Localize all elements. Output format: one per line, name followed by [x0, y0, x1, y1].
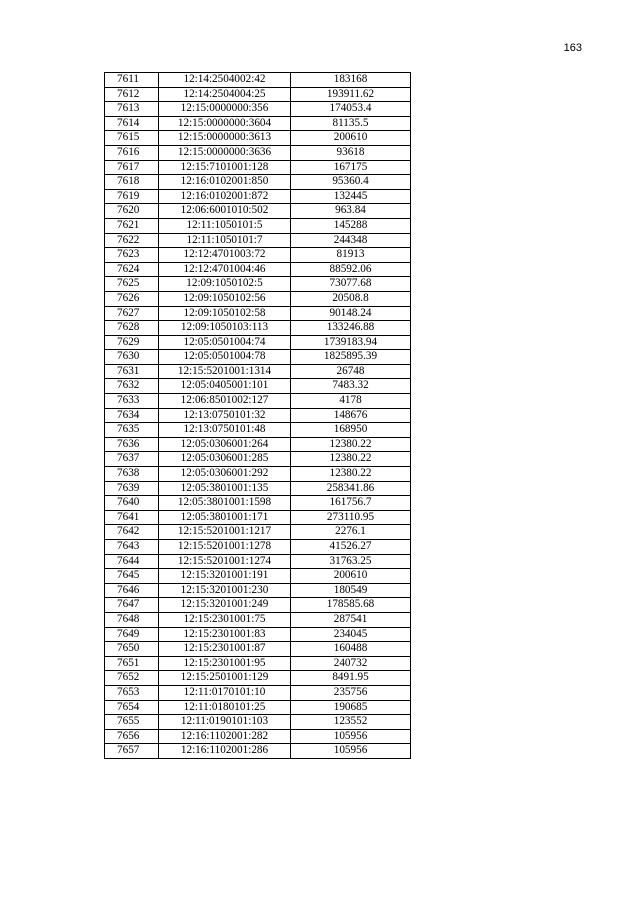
cell-row-number: 7652 — [105, 671, 159, 686]
cell-row-number: 7628 — [105, 321, 159, 336]
table-row — [105, 569, 411, 584]
cell-value: 8491.95 — [291, 671, 411, 686]
cell-row-number: 7614 — [105, 116, 159, 131]
cell-cadastral-number: 12:11:1050101:5 — [159, 218, 291, 233]
data-table — [104, 72, 411, 759]
cell-value: 123552 — [291, 715, 411, 730]
cell-cadastral-number: 12:05:3801001:1598 — [159, 496, 291, 511]
cell-row-number: 7657 — [105, 744, 159, 759]
cell-row-number: 7644 — [105, 554, 159, 569]
cell-value: 41526.27 — [291, 540, 411, 555]
cell-value: 12380.22 — [291, 467, 411, 482]
cell-row-number: 7637 — [105, 452, 159, 467]
cell-cadastral-number: 12:16:0102001:872 — [159, 189, 291, 204]
table-row — [105, 321, 411, 336]
table-row — [105, 102, 411, 117]
table-row — [105, 496, 411, 511]
cell-value: 81135.5 — [291, 116, 411, 131]
table-row — [105, 554, 411, 569]
table-row — [105, 233, 411, 248]
cell-value: 93618 — [291, 145, 411, 160]
table-row — [105, 145, 411, 160]
table-row — [105, 612, 411, 627]
cell-cadastral-number: 12:11:0170101:10 — [159, 685, 291, 700]
cell-cadastral-number: 12:15:7101001:128 — [159, 160, 291, 175]
cell-value: 12380.22 — [291, 437, 411, 452]
table-row — [105, 437, 411, 452]
cell-value: 234045 — [291, 627, 411, 642]
cell-cadastral-number: 12:11:0190101:103 — [159, 715, 291, 730]
table-row — [105, 306, 411, 321]
cell-row-number: 7615 — [105, 131, 159, 146]
cell-cadastral-number: 12:11:1050101:7 — [159, 233, 291, 248]
table-row — [105, 598, 411, 613]
cell-row-number: 7616 — [105, 145, 159, 160]
table-row — [105, 452, 411, 467]
cell-row-number: 7626 — [105, 291, 159, 306]
cell-cadastral-number: 12:15:2301001:87 — [159, 642, 291, 657]
cell-cadastral-number: 12:15:0000000:356 — [159, 102, 291, 117]
table-row — [105, 189, 411, 204]
cell-value: 105956 — [291, 729, 411, 744]
cell-value: 7483.32 — [291, 379, 411, 394]
cell-cadastral-number: 12:06:6001010:502 — [159, 204, 291, 219]
page-number: 163 — [563, 42, 582, 54]
cell-cadastral-number: 12:13:0750101:48 — [159, 423, 291, 438]
table-row — [105, 467, 411, 482]
cell-cadastral-number: 12:14:2504002:42 — [159, 73, 291, 88]
cell-row-number: 7622 — [105, 233, 159, 248]
cell-value: 90148.24 — [291, 306, 411, 321]
table-row — [105, 87, 411, 102]
table-row — [105, 540, 411, 555]
table-row — [105, 525, 411, 540]
table-row — [105, 291, 411, 306]
cell-row-number: 7647 — [105, 598, 159, 613]
cell-value: 95360.4 — [291, 175, 411, 190]
cell-row-number: 7617 — [105, 160, 159, 175]
cell-value: 81913 — [291, 248, 411, 263]
cell-cadastral-number: 12:09:1050102:56 — [159, 291, 291, 306]
cell-value: 963.84 — [291, 204, 411, 219]
cell-cadastral-number: 12:15:2501001:129 — [159, 671, 291, 686]
cell-value: 105956 — [291, 744, 411, 759]
table-row — [105, 685, 411, 700]
cell-value: 12380.22 — [291, 452, 411, 467]
cell-row-number: 7629 — [105, 335, 159, 350]
cell-value: 26748 — [291, 364, 411, 379]
table-row — [105, 715, 411, 730]
cell-cadastral-number: 12:05:3801001:171 — [159, 510, 291, 525]
table-row — [105, 248, 411, 263]
cell-value: 178585.68 — [291, 598, 411, 613]
cell-value: 167175 — [291, 160, 411, 175]
table-row — [105, 175, 411, 190]
table-row — [105, 481, 411, 496]
cell-cadastral-number: 12:09:1050102:5 — [159, 277, 291, 292]
cell-cadastral-number: 12:12:4701004:46 — [159, 262, 291, 277]
cell-cadastral-number: 12:05:0405001:101 — [159, 379, 291, 394]
cell-row-number: 7627 — [105, 306, 159, 321]
table-row — [105, 364, 411, 379]
cell-row-number: 7630 — [105, 350, 159, 365]
cell-value: 148676 — [291, 408, 411, 423]
cell-cadastral-number: 12:09:1050102:58 — [159, 306, 291, 321]
cell-cadastral-number: 12:15:3201001:230 — [159, 583, 291, 598]
cell-cadastral-number: 12:12:4701003:72 — [159, 248, 291, 263]
table-row — [105, 627, 411, 642]
cell-cadastral-number: 12:14:2504004:25 — [159, 87, 291, 102]
cell-value: 20508.8 — [291, 291, 411, 306]
cell-row-number: 7650 — [105, 642, 159, 657]
cell-value: 161756.7 — [291, 496, 411, 511]
cell-row-number: 7634 — [105, 408, 159, 423]
cell-row-number: 7639 — [105, 481, 159, 496]
cell-value: 73077.68 — [291, 277, 411, 292]
cell-row-number: 7656 — [105, 729, 159, 744]
cell-row-number: 7631 — [105, 364, 159, 379]
cell-cadastral-number: 12:15:0000000:3613 — [159, 131, 291, 146]
cell-cadastral-number: 12:15:2301001:95 — [159, 656, 291, 671]
cell-value: 145288 — [291, 218, 411, 233]
cell-row-number: 7649 — [105, 627, 159, 642]
cell-value: 200610 — [291, 569, 411, 584]
table-row — [105, 700, 411, 715]
table-row — [105, 408, 411, 423]
cell-value: 193911.62 — [291, 87, 411, 102]
cell-row-number: 7625 — [105, 277, 159, 292]
cell-value: 88592.06 — [291, 262, 411, 277]
cell-cadastral-number: 12:15:3201001:191 — [159, 569, 291, 584]
cell-row-number: 7638 — [105, 467, 159, 482]
table-row — [105, 262, 411, 277]
table-row — [105, 656, 411, 671]
cell-row-number: 7633 — [105, 394, 159, 409]
cell-row-number: 7643 — [105, 540, 159, 555]
cell-value: 1739183.94 — [291, 335, 411, 350]
cell-cadastral-number: 12:05:0501004:78 — [159, 350, 291, 365]
cell-cadastral-number: 12:15:5201001:1217 — [159, 525, 291, 540]
cell-row-number: 7641 — [105, 510, 159, 525]
cell-row-number: 7621 — [105, 218, 159, 233]
cell-row-number: 7642 — [105, 525, 159, 540]
table-row — [105, 131, 411, 146]
cell-value: 287541 — [291, 612, 411, 627]
cell-cadastral-number: 12:16:1102001:282 — [159, 729, 291, 744]
cell-cadastral-number: 12:16:1102001:286 — [159, 744, 291, 759]
table-row — [105, 671, 411, 686]
cell-row-number: 7624 — [105, 262, 159, 277]
cell-row-number: 7618 — [105, 175, 159, 190]
cell-value: 258341.86 — [291, 481, 411, 496]
cell-value: 190685 — [291, 700, 411, 715]
cell-value: 183168 — [291, 73, 411, 88]
cell-row-number: 7620 — [105, 204, 159, 219]
table-row — [105, 379, 411, 394]
cell-cadastral-number: 12:15:5201001:1274 — [159, 554, 291, 569]
cell-value: 160488 — [291, 642, 411, 657]
cell-value: 133246.88 — [291, 321, 411, 336]
cell-cadastral-number: 12:15:2301001:75 — [159, 612, 291, 627]
table-row — [105, 350, 411, 365]
cell-value: 168950 — [291, 423, 411, 438]
table-row — [105, 335, 411, 350]
cell-value: 240732 — [291, 656, 411, 671]
table-row — [105, 394, 411, 409]
table-row — [105, 729, 411, 744]
table-row — [105, 116, 411, 131]
cell-row-number: 7636 — [105, 437, 159, 452]
cell-row-number: 7619 — [105, 189, 159, 204]
cell-cadastral-number: 12:05:0306001:292 — [159, 467, 291, 482]
cell-row-number: 7611 — [105, 73, 159, 88]
cell-cadastral-number: 12:05:0306001:264 — [159, 437, 291, 452]
cell-row-number: 7646 — [105, 583, 159, 598]
cell-cadastral-number: 12:15:0000000:3604 — [159, 116, 291, 131]
cell-row-number: 7648 — [105, 612, 159, 627]
cell-row-number: 7655 — [105, 715, 159, 730]
cell-cadastral-number: 12:15:0000000:3636 — [159, 145, 291, 160]
table-row — [105, 160, 411, 175]
cell-cadastral-number: 12:09:1050103:113 — [159, 321, 291, 336]
cell-row-number: 7623 — [105, 248, 159, 263]
cell-cadastral-number: 12:05:0306001:285 — [159, 452, 291, 467]
cell-value: 4178 — [291, 394, 411, 409]
cell-row-number: 7613 — [105, 102, 159, 117]
cell-row-number: 7632 — [105, 379, 159, 394]
cell-row-number: 7635 — [105, 423, 159, 438]
cell-value: 1825895.39 — [291, 350, 411, 365]
cell-value: 2276.1 — [291, 525, 411, 540]
cell-row-number: 7612 — [105, 87, 159, 102]
cell-value: 31763.25 — [291, 554, 411, 569]
cell-value: 273110.95 — [291, 510, 411, 525]
table-row — [105, 73, 411, 88]
table-row — [105, 744, 411, 759]
cell-value: 132445 — [291, 189, 411, 204]
cell-cadastral-number: 12:15:5201001:1314 — [159, 364, 291, 379]
table-row — [105, 423, 411, 438]
cell-cadastral-number: 12:15:5201001:1278 — [159, 540, 291, 555]
cell-row-number: 7654 — [105, 700, 159, 715]
cell-cadastral-number: 12:16:0102001:850 — [159, 175, 291, 190]
table-row — [105, 642, 411, 657]
cell-cadastral-number: 12:13:0750101:32 — [159, 408, 291, 423]
table-row — [105, 204, 411, 219]
table-row — [105, 510, 411, 525]
cell-row-number: 7645 — [105, 569, 159, 584]
table-row — [105, 277, 411, 292]
table-body — [105, 73, 411, 759]
cell-cadastral-number: 12:05:0501004:74 — [159, 335, 291, 350]
table-row — [105, 218, 411, 233]
cell-cadastral-number: 12:11:0180101:25 — [159, 700, 291, 715]
cell-cadastral-number: 12:06:8501002:127 — [159, 394, 291, 409]
cell-row-number: 7653 — [105, 685, 159, 700]
cell-value: 174053.4 — [291, 102, 411, 117]
cell-value: 200610 — [291, 131, 411, 146]
cell-row-number: 7651 — [105, 656, 159, 671]
cell-value: 180549 — [291, 583, 411, 598]
cell-cadastral-number: 12:15:3201001:249 — [159, 598, 291, 613]
cell-value: 235756 — [291, 685, 411, 700]
cell-cadastral-number: 12:15:2301001:83 — [159, 627, 291, 642]
cell-cadastral-number: 12:05:3801001:135 — [159, 481, 291, 496]
cell-row-number: 7640 — [105, 496, 159, 511]
table-row — [105, 583, 411, 598]
cell-value: 244348 — [291, 233, 411, 248]
